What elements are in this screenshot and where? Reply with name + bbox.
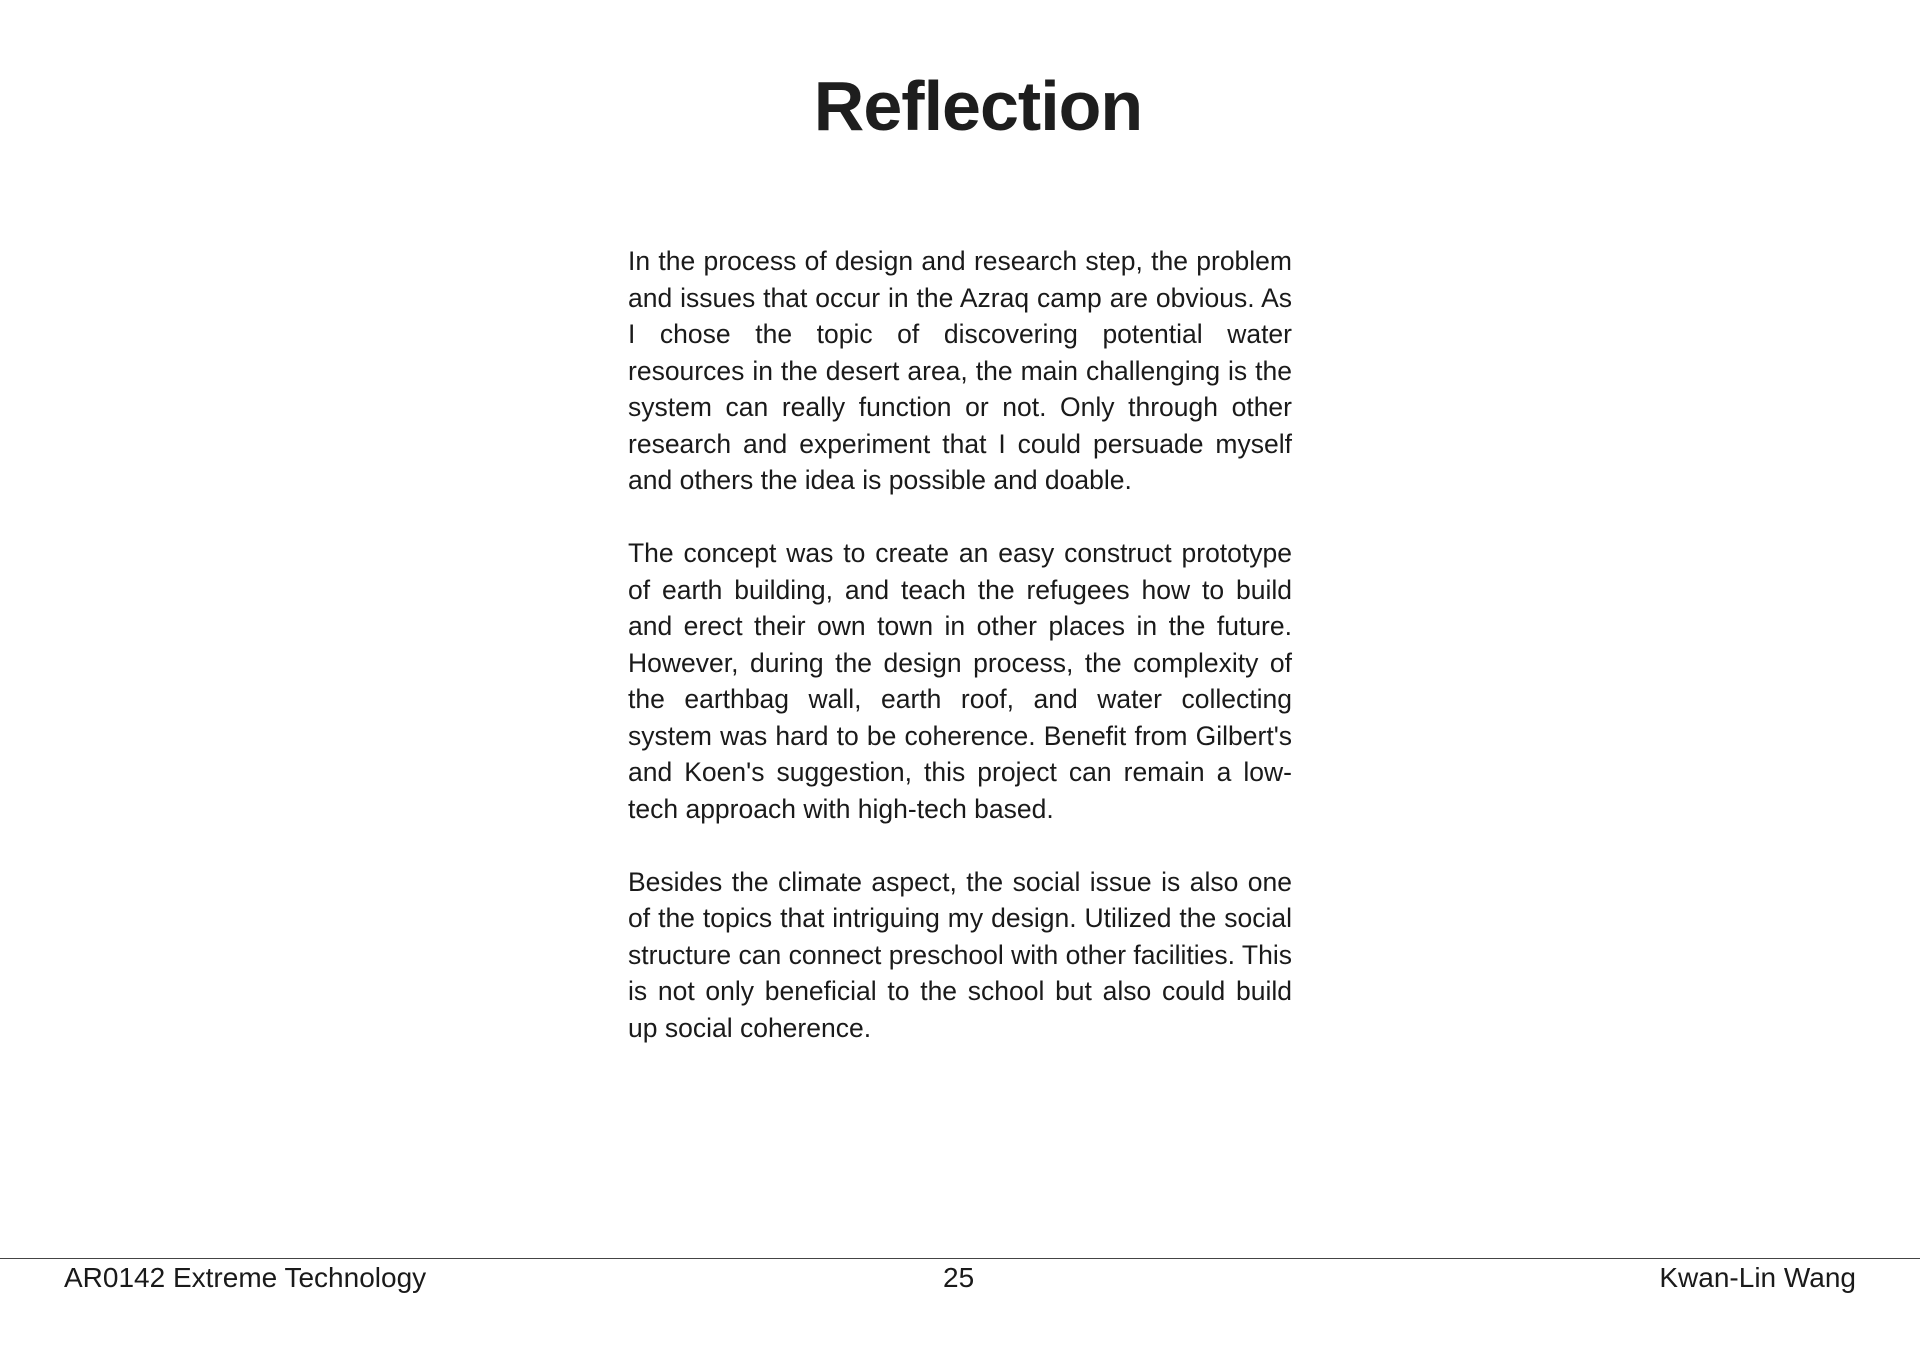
paragraph-2: The concept was to create an easy construct prototype of earth building, and teach the refugees how to build and erect their own town in other places in the future. However, during the design process, the complexity of the earthbag wall, earth roof, and water collecting system was hard to be coherence. Benefit from Gilbert's and Koen's suggestion, this project can remain a low-tech approach with high-tech based. <box>628 538 1292 824</box>
footer-divider <box>0 1258 1920 1259</box>
footer-author: Kwan-Lin Wang <box>1659 1262 1856 1293</box>
body-text <box>628 243 1292 1046</box>
paragraph-3: Besides the climate aspect, the social issue is also one of the topics that intriguing my design. Utilized the social structure can connect preschool with other facilities. This is not only beneficial to the school but also could build up social coherence. <box>628 866 1292 1043</box>
footer-course-title: AR0142 Extreme Technology <box>64 1262 427 1293</box>
page-footer <box>0 1262 1920 1302</box>
page-title: Reflection <box>813 67 1143 145</box>
footer-page-number: 25 <box>943 1262 975 1293</box>
paragraph-1: In the process of design and research step, the problem and issues that occur in the Azraq camp are obvious. As I chose the topic of discovering potential water resources in the desert area, the main challenging is the system can really function or not. Only through other research and experiment that I could persuade myself and others the idea is possible and doable. <box>628 246 1292 495</box>
